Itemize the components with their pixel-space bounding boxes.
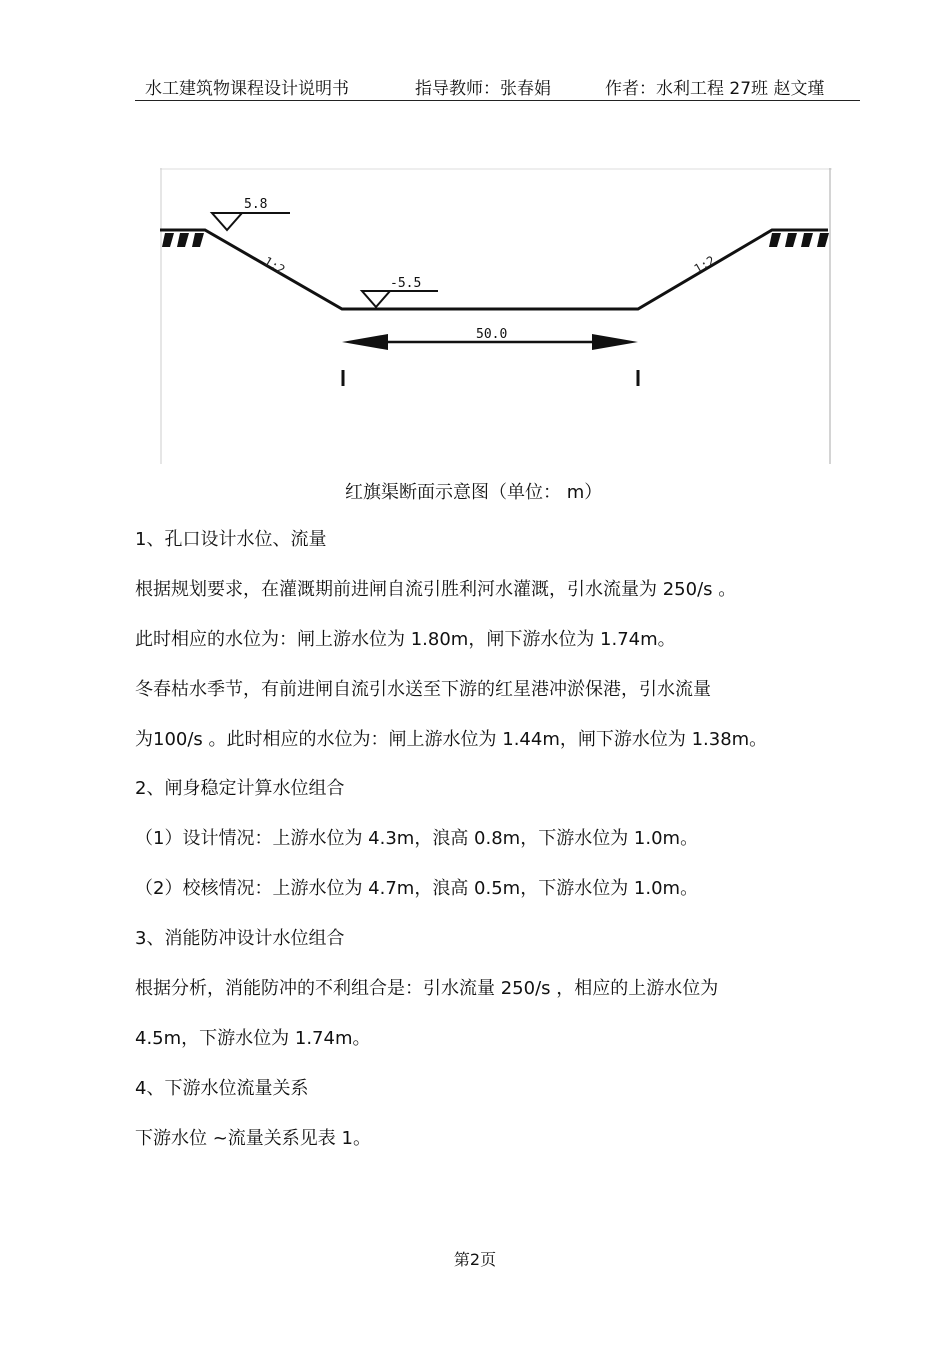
figure-caption: 红旗渠断面示意图（单位： m） bbox=[345, 482, 603, 503]
section-2-item-check: （2）校核情况：上游水位为 4.7m，浪高 0.5m，下游水位为 1.0m。 bbox=[135, 878, 699, 899]
header-doc-title: 水工建筑物课程设计说明书 bbox=[145, 79, 349, 99]
section-1-heading: 1、孔口设计水位、流量 bbox=[135, 529, 327, 550]
section-2-item-design: （1）设计情况：上游水位为 4.3m，浪高 0.8m，下游水位为 1.0m。 bbox=[135, 828, 699, 849]
section-3-heading: 3、消能防冲设计水位组合 bbox=[135, 928, 345, 949]
ground-hatch-left-icon bbox=[162, 233, 204, 247]
section-4-paragraph-line: 下游水位 ~流量关系见表 1。 bbox=[135, 1128, 371, 1149]
water-level-marker-icon bbox=[362, 291, 438, 307]
dimension-arrow-right-icon bbox=[592, 334, 638, 350]
page-number: 第2页 bbox=[453, 1250, 497, 1269]
section-2-heading: 2、闸身稳定计算水位组合 bbox=[135, 778, 345, 799]
section-3-paragraph-line: 4.5m，下游水位为 1.74m。 bbox=[135, 1028, 371, 1049]
ground-hatch-right-icon bbox=[769, 233, 829, 247]
header-advisor: 指导教师：张春娟 bbox=[415, 79, 551, 99]
top-level-marker-icon bbox=[212, 213, 290, 230]
slope-left-label: 1:2 bbox=[261, 253, 288, 277]
top-level-label: 5.8 bbox=[244, 197, 268, 212]
section-1-paragraph-line: 为100/s 。此时相应的水位为：闸上游水位为 1.44m，闸下游水位为 1.38m。 bbox=[135, 729, 768, 750]
dimension-arrow-left-icon bbox=[342, 334, 388, 350]
slope-right-label: 1:2 bbox=[691, 253, 718, 277]
section-3-paragraph-line: 根据分析，消能防冲的不利组合是：引水流量 250/s ，相应的上游水位为 bbox=[135, 978, 719, 999]
canal-cross-section-figure bbox=[160, 168, 832, 464]
section-1-paragraph-line: 冬春枯水季节，有前进闸自流引水送至下游的红星港冲淤保港，引水流量 bbox=[135, 679, 711, 700]
section-4-heading: 4、下游水位流量关系 bbox=[135, 1078, 309, 1099]
section-1-paragraph-line: 此时相应的水位为：闸上游水位为 1.80m，闸下游水位为 1.74m。 bbox=[135, 629, 676, 650]
canal-profile-line bbox=[160, 230, 828, 309]
bottom-width-label: 50.0 bbox=[476, 327, 508, 342]
section-1-paragraph-line: 根据规划要求，在灌溉期前进闸自流引胜利河水灌溉，引水流量为 250/s 。 bbox=[135, 579, 737, 600]
header-author: 作者：水利工程 27班 赵文瑾 bbox=[605, 79, 825, 99]
water-level-label: -5.5 bbox=[390, 276, 422, 291]
page-header bbox=[135, 70, 860, 101]
